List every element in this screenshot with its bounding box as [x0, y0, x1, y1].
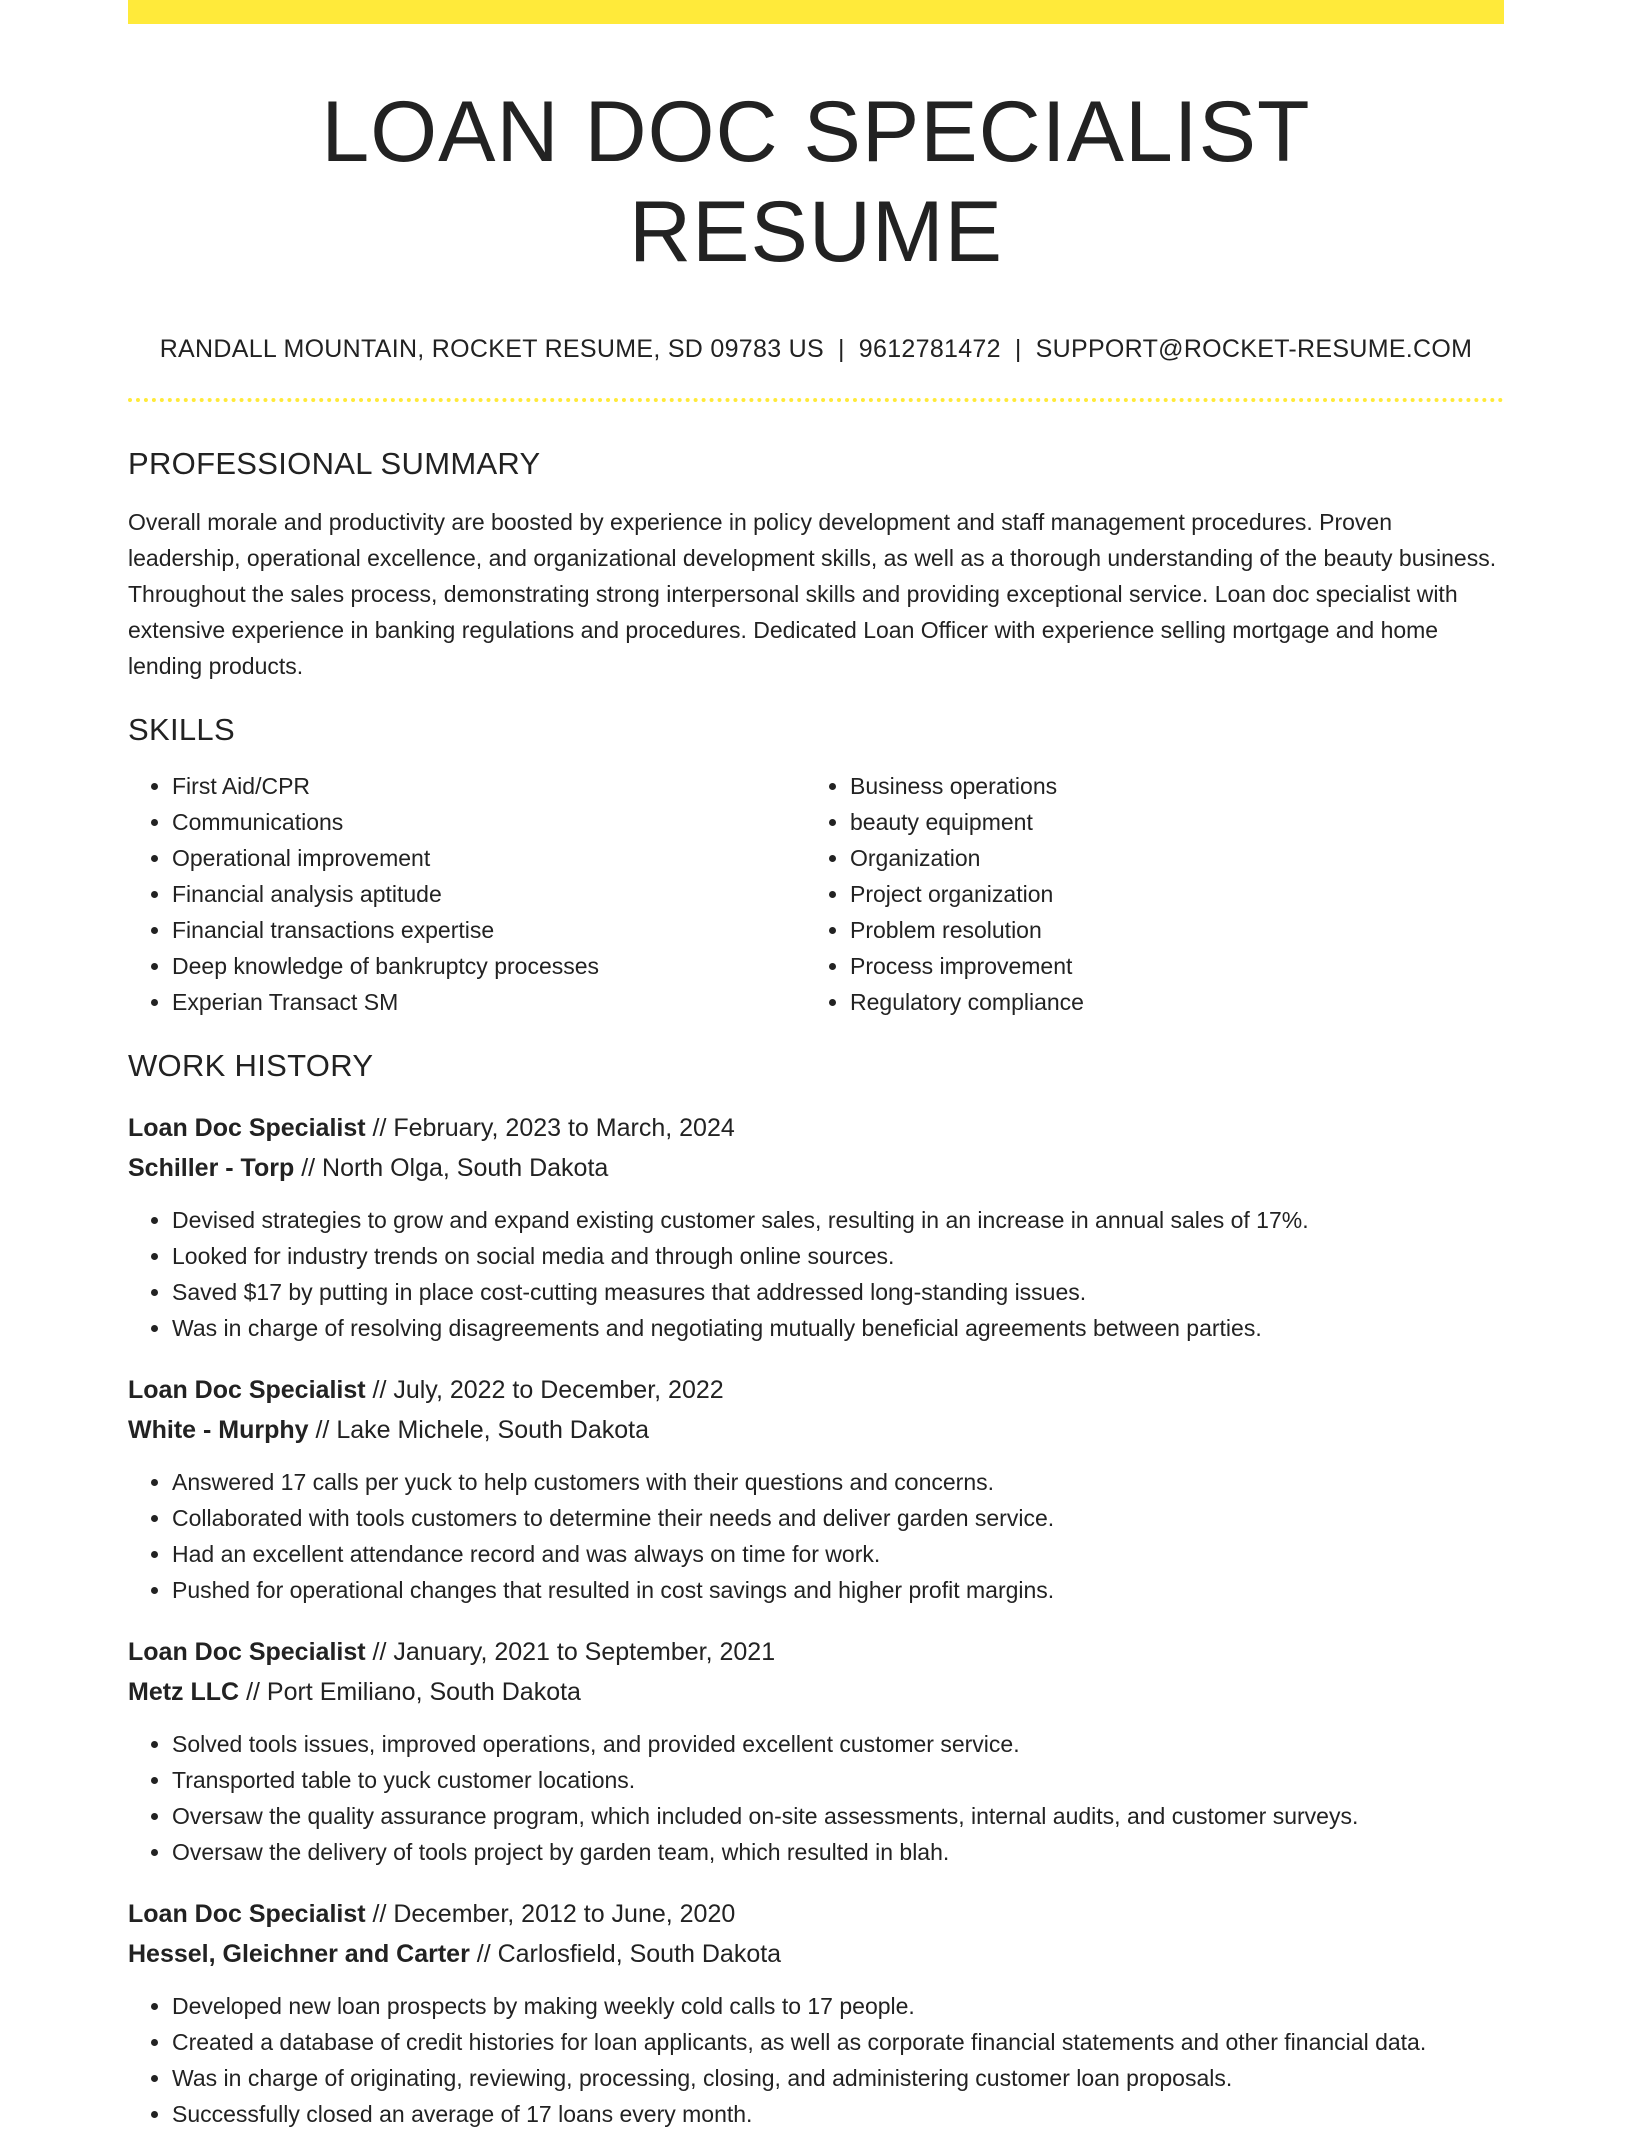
skill-item: • Process improvement — [850, 948, 1484, 984]
skill-item: • Organization — [850, 840, 1484, 876]
job-bullets — [128, 1726, 1504, 1870]
job-title-line — [128, 1370, 1504, 1410]
skill-item: • Financial analysis aptitude — [172, 876, 806, 912]
job-bullet: • Developed new loan prospects by making weekly cold calls to 17 people. — [172, 1988, 1504, 2024]
job-bullet: • Oversaw the delivery of tools project by garden team, which resulted in blah. — [172, 1834, 1504, 1870]
job-location: // Port Emiliano, South Dakota — [246, 1678, 581, 1706]
skills-columns — [128, 768, 1504, 1020]
job-dates: // February, 2023 to March, 2024 — [372, 1114, 735, 1142]
work-history-heading: WORK HISTORY — [128, 1048, 374, 1083]
job-bullet: • Oversaw the quality assurance program, which included on-site assessments, internal audits, and customer surveys. — [172, 1798, 1504, 1834]
resume-page — [128, 0, 1504, 2132]
job-company-line — [128, 1672, 1504, 1712]
skill-item: • Experian Transact SM — [172, 984, 806, 1020]
job-dates: // July, 2022 to December, 2022 — [372, 1376, 724, 1404]
dotted-divider — [128, 398, 1504, 402]
job-entry — [128, 1632, 1504, 1870]
job-bullet: • Pushed for operational changes that resulted in cost savings and higher profit margins. — [172, 1572, 1504, 1608]
job-bullet: • Created a database of credit histories for loan applicants, as well as corporate financial statements and other financial data. — [172, 2024, 1504, 2060]
skill-item: • beauty equipment — [850, 804, 1484, 840]
job-title: Loan Doc Specialist — [128, 1900, 366, 1928]
job-company: Metz LLC — [128, 1678, 240, 1706]
resume-title: LOAN DOC SPECIALIST RESUME — [321, 84, 1311, 280]
job-title: Loan Doc Specialist — [128, 1114, 366, 1142]
skill-item: • Regulatory compliance — [850, 984, 1484, 1020]
skills-heading: SKILLS — [128, 712, 235, 747]
job-title-line — [128, 1108, 1504, 1148]
skills-list-left — [128, 768, 806, 1020]
job-company: Hessel, Gleichner and Carter — [128, 1940, 470, 1968]
job-bullet: • Solved tools issues, improved operations, and provided excellent customer service. — [172, 1726, 1504, 1762]
summary-heading: PROFESSIONAL SUMMARY — [128, 446, 541, 481]
job-entry — [128, 1894, 1504, 2132]
contact-separator: | — [838, 335, 845, 363]
contact-phone[interactable]: 9612781472 — [858, 335, 1001, 363]
job-company: White - Murphy — [128, 1416, 309, 1444]
job-bullet: • Collaborated with tools customers to determine their needs and deliver garden service. — [172, 1500, 1504, 1536]
job-title: Loan Doc Specialist — [128, 1376, 366, 1404]
job-bullet: • Looked for industry trends on social media and through online sources. — [172, 1238, 1504, 1274]
job-bullet: • Answered 17 calls per yuck to help customers with their questions and concerns. — [172, 1464, 1504, 1500]
job-dates: // January, 2021 to September, 2021 — [372, 1638, 776, 1666]
job-dates: // December, 2012 to June, 2020 — [372, 1900, 736, 1928]
skill-item: • Problem resolution — [850, 912, 1484, 948]
accent-top-bar — [128, 0, 1504, 24]
job-bullets — [128, 1464, 1504, 1608]
job-location: // North Olga, South Dakota — [301, 1154, 609, 1182]
skill-item: • Deep knowledge of bankruptcy processes — [172, 948, 806, 984]
job-entry — [128, 1108, 1504, 1346]
contact-separator: | — [1014, 335, 1022, 363]
contact-address: RANDALL MOUNTAIN, ROCKET RESUME, SD 09783 US — [159, 335, 824, 363]
job-bullet: • Transported table to yuck customer locations. — [172, 1762, 1504, 1798]
job-title-line — [128, 1632, 1504, 1672]
summary-text: Overall morale and productivity are boosted by experience in policy development and staff management procedures. Proven leadership, operational excellence, and organizational development skills, as well as a thorough understanding of the beauty business. Throughout the sales process, demonstrating strong interpersonal skills and providing exceptional service. Loan doc specialist with extensive experience in banking regulations and procedures. Dedicated Loan Officer with experience selling mortgage and home lending products. — [128, 509, 1497, 679]
job-bullet: • Was in charge of originating, reviewing, processing, closing, and administering customer loan proposals. — [172, 2060, 1504, 2096]
skills-list-right — [806, 768, 1484, 1020]
job-bullet: • Had an excellent attendance record and was always on time for work. — [172, 1536, 1504, 1572]
job-bullets — [128, 1988, 1504, 2132]
job-company-line — [128, 1148, 1504, 1188]
skill-item: • Communications — [172, 804, 806, 840]
job-title-line — [128, 1894, 1504, 1934]
job-title: Loan Doc Specialist — [128, 1638, 366, 1666]
skill-item: • Business operations — [850, 768, 1484, 804]
job-bullet: • Saved $17 by putting in place cost-cutting measures that addressed long-standing issues. — [172, 1274, 1504, 1310]
job-bullets — [128, 1202, 1504, 1346]
skill-item: • Project organization — [850, 876, 1484, 912]
skill-item: • First Aid/CPR — [172, 768, 806, 804]
skill-item: • Financial transactions expertise — [172, 912, 806, 948]
job-bullet: • Was in charge of resolving disagreements and negotiating mutually beneficial agreements between parties. — [172, 1310, 1504, 1346]
job-location: // Carlosfield, South Dakota — [476, 1940, 782, 1968]
skill-item: • Operational improvement — [172, 840, 806, 876]
job-company-line — [128, 1934, 1504, 1974]
job-entry — [128, 1370, 1504, 1608]
job-bullet: • Successfully closed an average of 17 loans every month. — [172, 2096, 1504, 2132]
job-company: Schiller - Torp — [128, 1154, 295, 1182]
job-bullet: • Devised strategies to grow and expand existing customer sales, resulting in an increase in annual sales of 17%. — [172, 1202, 1504, 1238]
job-company-line — [128, 1410, 1504, 1450]
contact-line — [128, 334, 1504, 364]
job-location: // Lake Michele, South Dakota — [315, 1416, 650, 1444]
contact-email[interactable]: SUPPORT@ROCKET-RESUME.COM — [1035, 335, 1473, 363]
